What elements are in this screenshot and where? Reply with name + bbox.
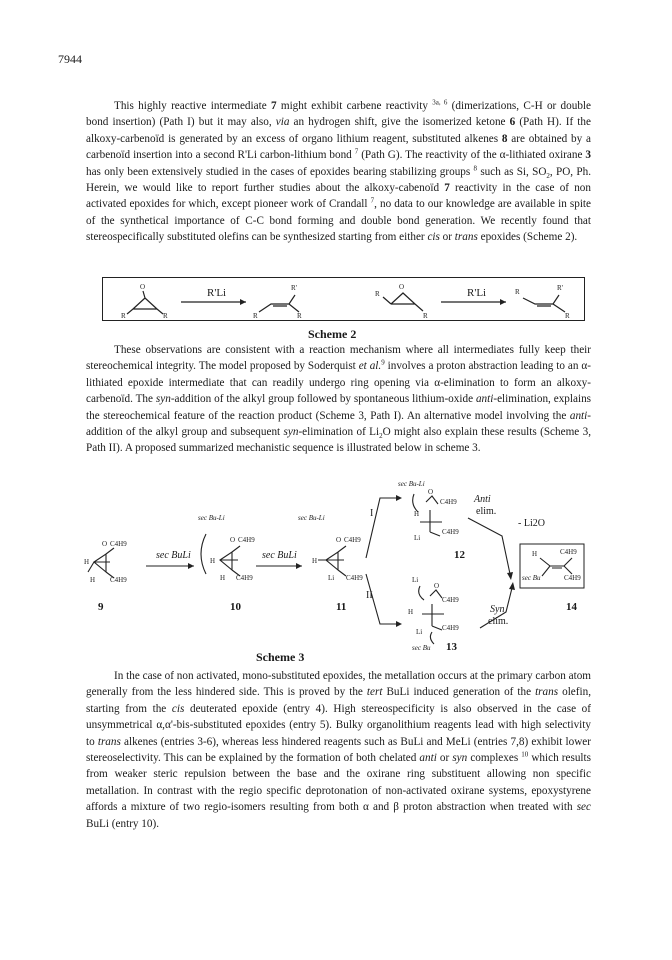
substituent-r: R: [423, 312, 428, 320]
secbu-label: sec Bu: [412, 644, 431, 652]
arrowhead: [188, 563, 194, 569]
atom-li: Li: [414, 534, 421, 542]
compound-label: 13: [446, 641, 457, 653]
cis-alkene: [259, 295, 299, 312]
path-label: I: [370, 508, 374, 519]
compound-13-structure: [419, 586, 444, 644]
atom-h: H: [84, 558, 90, 566]
substituent-r: R: [253, 312, 258, 320]
path-label: II: [366, 590, 373, 601]
atom-li: Li: [412, 576, 419, 584]
substituent-r: R: [297, 312, 302, 320]
substituent-r: R: [375, 290, 380, 298]
atom-o: O: [336, 536, 342, 544]
atom-h: H: [210, 557, 216, 565]
elimination-label: elim.: [488, 616, 509, 627]
scheme-2-caption: Scheme 2: [308, 327, 357, 341]
substituent-r: R: [565, 312, 570, 320]
butyl-group: C4H9: [442, 596, 459, 604]
butyl-group: C4H9: [440, 498, 457, 506]
atom-o: O: [102, 540, 108, 548]
atom-li: Li: [416, 628, 423, 636]
trans-alkene: [523, 295, 565, 312]
cis-epoxide: [127, 291, 163, 314]
compound-11-structure: [318, 546, 346, 576]
atom-h: H: [414, 510, 420, 518]
butyl-group: C4H9: [564, 574, 581, 582]
butyl-group: C4H9: [346, 574, 363, 582]
base-label: sec Bu-Li: [298, 514, 325, 522]
substituent-r: R: [163, 312, 168, 320]
anti-elimination-arrow: [468, 518, 510, 574]
elimination-type-label: Anti: [474, 494, 491, 505]
arrowhead: [509, 582, 515, 590]
arrowhead: [500, 299, 506, 305]
atom-h: H: [532, 550, 538, 558]
arrowhead: [240, 299, 246, 305]
base-label: sec Bu-Li: [198, 514, 225, 522]
butyl-group: C4H9: [442, 624, 459, 632]
elimination-label: elim.: [476, 506, 497, 517]
atom-o: O: [428, 488, 434, 496]
atom-o: O: [399, 283, 405, 291]
elimination-type-label: Syn: [490, 604, 505, 615]
atom-h: H: [408, 608, 414, 616]
compound-label: 12: [454, 549, 465, 561]
atom-li: Li: [328, 574, 335, 582]
reagent-label: R'Li: [467, 287, 487, 299]
substituent-r-prime: R': [291, 284, 297, 292]
compound-9-structure: [88, 548, 114, 578]
reagent-label: R'Li: [207, 287, 227, 299]
atom-h: H: [220, 574, 226, 582]
butyl-group: C4H9: [344, 536, 361, 544]
path-arrow: [366, 498, 398, 558]
li2o-loss-label: - Li2O: [518, 518, 545, 529]
scheme-2-graphic: [103, 278, 584, 320]
page-number: 7944: [58, 52, 82, 66]
paragraph-intro: This highly reactive intermediate 7 might exhibit carbene reactivity $^{3a, 6}$ (dimerizations, C-H or double bond insertion) (Path I) but it may also, via an hydrogen shift, give the isomerized ketone 6 (Path H). If the alkoxy-carbenoïd is generated by an excess of organo lithium reagent, substituted alkenes 8 are obtained by a carbenoïd insertion into a second R'Li carbon-lithium bond $^7$ (Path G). The reactivity of the α-lithiated oxirane 3 has only been extensively studied in the cases of epoxides bearing stabilizing groups $^8$ such as Si, $SO_2$, PO, Ph. Herein, we would like to report further studies about the alkoxy-cabenoïd 7 reactivity in the case of non activated epoxides for which, except pioneer work of Crandall $^7$, no data to our knowledge are available in spite of the synthetical importance of C-C bond forming and double bond generation. We recently found that stereospecifically substituted olefins can be synthesized starting from either cis or trans epoxides (Scheme 2).: [86, 98, 592, 244]
atom-o: O: [140, 283, 146, 291]
substituent-r: R: [121, 312, 126, 320]
atom-o: O: [230, 536, 236, 544]
atom-h: H: [90, 576, 96, 584]
butyl-group: C4H9: [238, 536, 255, 544]
paragraph-mechanism: These observations are consistent with a reaction mechanism where all intermediates fully keep their stereochemical integrity. The model proposed by Soderquist et al.$^9$ involves a proton abstraction leading to an α-lithiated epoxide intermediate that can readily undergo ring opening via α-elimination to form an alkoxy-carbenoïd. The syn-addition of the alkyl group followed by spontaneous lithium-oxide anti-elimination, explains the stereochemical feature of the reaction product (Scheme 3, Path I). An alternative model involving the anti-addition of the alkyl group and subsequent syn-elimination of $Li_2O$ might also explain these results (Scheme 3, Path II). A proposed summarized mechanistic sequence is illustrated below in scheme 3.: [86, 344, 592, 455]
substituent-r-prime: R': [557, 284, 563, 292]
arrowhead: [296, 563, 302, 569]
substituent-r: R: [515, 288, 520, 296]
arrowhead: [507, 572, 513, 580]
butyl-group: C4H9: [110, 540, 127, 548]
scheme-3-graphic: [80, 476, 600, 654]
scheme-2-box: [102, 277, 585, 321]
atom-h: H: [312, 557, 318, 565]
scheme-3-caption: Scheme 3: [256, 650, 305, 664]
arrowhead: [396, 495, 402, 501]
base-label: sec Bu-Li: [398, 480, 425, 488]
arrowhead: [396, 621, 402, 627]
butyl-group: C4H9: [442, 528, 459, 536]
paragraph-results: In the case of non activated, mono-substituted epoxides, the metallation occurs at the primary carbon atom generally from the less hindered side. This is proved by the tert BuLi induced generation of the trans olefin, starting from the cis deuterated epoxide (entry 4). High stereospecificity is also observed in the case of unsymmetrical α,α'-bis-substituted epoxides (entry 5). Bulky organolithium reagents lead with high selectivity to trans alkenes (entries 3-6), whereas less hindered reagents such as BuLi and MeLi (entries 7,8) exhibit lower stereoselectivity. This can be explained by the formation of both chelated anti or syn complexes $^{10}$ which results from weaker steric repulsion between the base and the oxirane ring substituent allowing non specific metallation. In contrast with the regio specific deprotonation of non-activated oxirane systems, epoxystyrene affords a mixture of two regio-isomers resulting from both α and β proton abstraction when treated with sec BuLi (entry 10).: [86, 670, 591, 830]
butyl-group: C4H9: [560, 548, 577, 556]
compound-label: 10: [230, 601, 241, 613]
reagent-label: sec BuLi: [156, 550, 191, 561]
compound-label: 9: [98, 601, 104, 613]
compound-label: 11: [336, 601, 347, 613]
trans-epoxide: [383, 293, 423, 311]
butyl-group: C4H9: [236, 574, 253, 582]
butyl-group: C4H9: [110, 576, 127, 584]
compound-label: 14: [566, 601, 577, 613]
atom-o: O: [434, 582, 440, 590]
secbu-label: sec Bu: [522, 574, 541, 582]
reagent-label: sec BuLi: [262, 550, 297, 561]
